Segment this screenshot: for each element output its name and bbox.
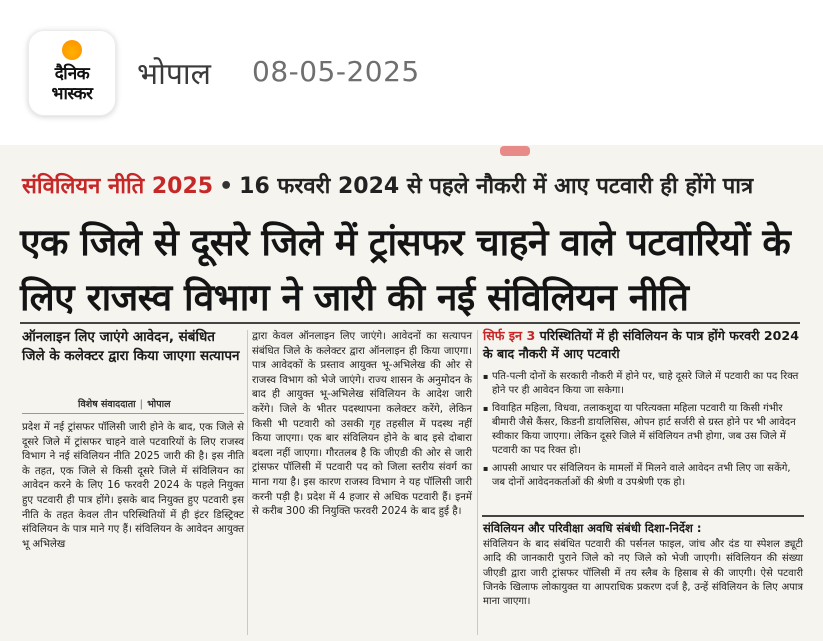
- list-item: ▪ आपसी आधार पर संविलियन के मामलों में मिलने वाले आवेदन तभी लिए जा सकेंगे, जब दोनों आवेदनकर्ताओं की श्रेणी व उपश्रेणी एक हो।: [483, 462, 803, 491]
- column-divider: [477, 330, 478, 635]
- section-divider: [482, 515, 804, 517]
- byline-city: भोपाल: [147, 399, 171, 410]
- decorative-mark: [500, 146, 530, 156]
- box-title-number: 3: [526, 328, 536, 343]
- app-header: [0, 0, 823, 145]
- guidelines-body: संविलियन के बाद संबंधित पटवारी की पर्सनल फाइल, जांच और दंड या स्पेशल ड्यूटी आदि की जानकारी पुराने जिले को नए जिले को भेजी जाएगी। संविलियन की संख्या जीएडी द्वारा जारी ट्रांसफर पॉलिसी में तय स्लैब के हिसाब से की जाएगी। ऐसे पटवारी जिनके खिलाफ लोकायुक्त या आपराधिक प्रकरण दर्ज है, उन्हें संविलियन के लिए अपात्र माना जाएगा।: [483, 539, 803, 608]
- article-headline: एक जिले से दूसरे जिले में ट्रांसफर चाहने वाले पटवारियों के लिए राजस्व विभाग ने जारी की नई संविलियन नीति: [20, 221, 791, 319]
- guidelines-title: संविलियन और परिवीक्षा अवधि संबंधी दिशा-निर्देश :: [483, 521, 702, 535]
- article-kicker: [22, 170, 753, 200]
- logo-text-line1: दैनिक: [54, 64, 90, 84]
- byline-separator: |: [139, 399, 144, 410]
- eligibility-box-title: [483, 327, 803, 363]
- byline-divider: [22, 413, 244, 414]
- box-title-highlight: सिर्फ इन: [483, 328, 523, 343]
- kicker-label: संविलियन नीति 2025: [22, 174, 214, 199]
- list-item: ▪ पति-पत्नी दोनों के सरकारी नौकरी में होने पर, चाहे दूसरे जिले में पटवारी का पद रिक्त होने पर ही आवेदन किया जा सकेगा।: [483, 370, 803, 399]
- byline: [78, 397, 171, 410]
- column-divider: [247, 330, 248, 635]
- article-subheadline: ऑनलाइन लिए जाएंगे आवेदन, संबंधित जिले के कलेक्टर द्वारा किया जाएगा सत्यापन: [22, 329, 240, 364]
- article-body-column-1: प्रदेश में नई ट्रांसफर पॉलिसी जारी होने के बाद, एक जिले से दूसरे जिले में ट्रांसफर चाहने वाले पटवारियों के लिए राजस्व विभाग ने नई संविलियन नीति 2025 जारी की है। इस नीति के तहत, एक जिले से किसी दूसरे जिले में संविलियन का आवेदन करने के लिए 16 फरवरी 2024 के पहले नियुक्त हुए पटवारी ही पात्र होंगे। इसके बाद नियुक्त हुए पटवारी इस नीति के तहत केवल तीन परिस्थितियों में ही इंटर डिस्ट्रिक्ट संविलियन के पात्र माने गए हैं। संविलियन के आवेदन आयुक्त भू अभिलेख: [22, 422, 244, 550]
- dainik-bhaskar-logo[interactable]: [28, 30, 116, 116]
- kicker-text: 16 फरवरी 2024 से पहले नौकरी में आए पटवारी ही होंगे पात्र: [239, 174, 754, 199]
- byline-reporter: विशेष संवाददाता: [78, 399, 136, 410]
- edition-city: भोपाल: [137, 57, 212, 92]
- sun-logo-icon: [62, 40, 82, 60]
- eligibility-list: [483, 370, 803, 493]
- list-item: ▪ विवाहित महिला, विधवा, तलाकशुदा या परित्यक्ता महिला पटवारी या किसी गंभीर बीमारी जैसे कैंसर, किडनी डायलिसिस, ओपन हार्ट सर्जरी से ग्रस्त होने पर भी आवेदन स्वीकार किया जाएगा। लेकिन दूसरे जिले में संविलियन तभी होगा, जब उस जिले में पटवारी का पद रिक्त हो।: [483, 402, 803, 459]
- logo-text-line2: भास्कर: [51, 84, 93, 104]
- kicker-bullet: •: [219, 174, 234, 199]
- article-body-column-2: द्वारा केवल ऑनलाइन लिए जाएंगे। आवेदनों का सत्यापन संबंधित जिले के कलेक्टर द्वारा ऑनलाइन ही किया जाएगा। पात्र आवेदकों के प्रस्ताव आयुक्त भू-अभिलेख की ओर से राजस्व विभाग को भेजे जाएंगे। राज्य शासन के अनुमोदन के बाद ही आयुक्त भू-अभिलेख संविलियन के आदेश जारी करेंगे। जिले के भीतर पदस्थापना कलेक्टर करेंगे, लेकिन किसी भी पटवारी को उसकी गृह तहसील में पदस्थ नहीं किया जाएगा। एक बार संविलियन होने के बाद इसे दोबारा बदला नहीं जाएगा। गौरतलब है कि जीएडी की ओर से जारी ट्रांसफर पॉलिसी में पटवारी पद को जिला स्तरीय संवर्ग का माना गया है। इस कारण राजस्व विभाग ने यह पॉलिसी जारी करनी पड़ी है। प्रदेश में 4 हजार से अधिक पटवारी हैं। इनमें से करीब 300 की नियुक्ति फरवरी 2024 के बाद हुई है।: [252, 331, 472, 518]
- headline-divider: [20, 322, 800, 324]
- box-title-rest: परिस्थितियों में ही संविलियन के पात्र होंगे फरवरी 2024 के बाद नौकरी में आए पटवारी: [483, 328, 799, 361]
- edition-date: 08-05-2025: [252, 55, 420, 88]
